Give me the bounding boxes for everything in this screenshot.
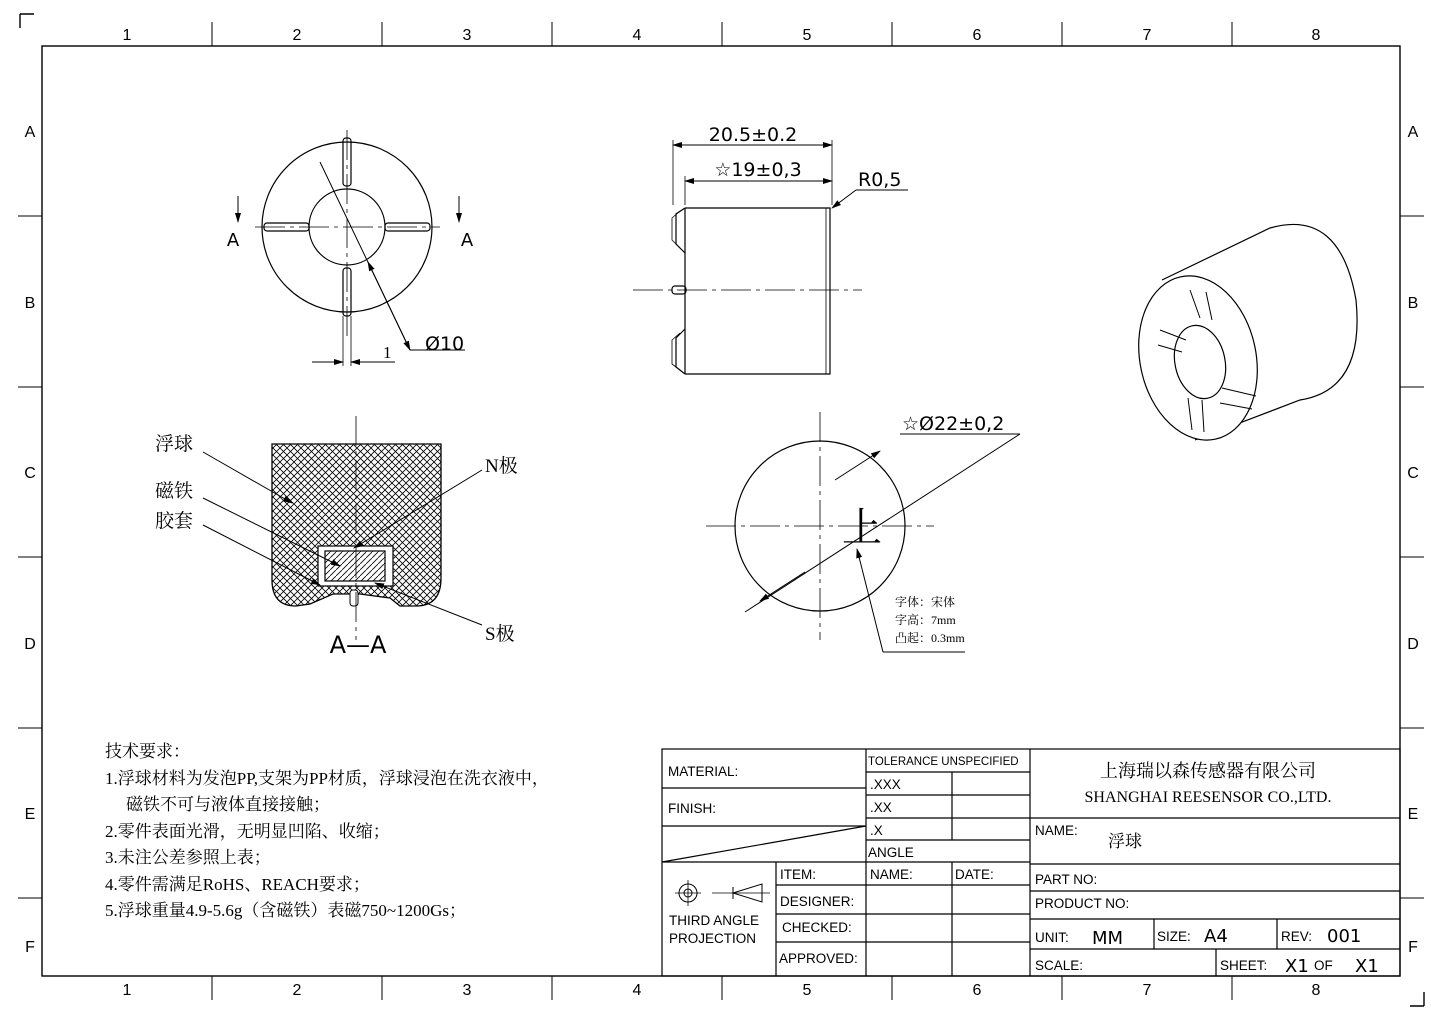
requirement-line: 1.浮球材料为发泡PP,支架为PP材质，浮球浸泡在洗衣液中， <box>105 769 549 788</box>
company-name-en: SHANGHAI REESENSOR CO.,LTD. <box>1084 789 1332 806</box>
row-label-left: C <box>24 465 36 482</box>
company-name-cn: 上海瑞以森传感器有限公司 <box>1100 761 1316 781</box>
rev-value: 001 <box>1327 926 1362 947</box>
float-label: 浮球 <box>155 434 194 455</box>
item-label: ITEM: <box>780 867 816 882</box>
name-column-label: NAME: <box>870 867 913 882</box>
tolerance-x: .X <box>870 823 883 838</box>
row-label-right: A <box>1407 124 1419 141</box>
requirements-heading: 技术要求： <box>105 742 190 761</box>
col-label-bottom: 2 <box>292 982 302 999</box>
col-label-bottom: 3 <box>462 982 472 999</box>
unit-label: UNIT: <box>1035 930 1069 945</box>
unit-value: MM <box>1092 928 1124 949</box>
row-label-left: F <box>25 939 35 956</box>
embossed-mark: 上 <box>842 505 882 550</box>
projection-line-1: THIRD ANGLE <box>669 913 760 928</box>
of-label: OF <box>1314 958 1333 973</box>
approved-label: APPROVED: <box>779 951 858 966</box>
top-view <box>238 130 465 366</box>
requirement-line: 4.零件需满足RoHS、REACH要求； <box>105 875 370 894</box>
width-20-5-label: 20.5±0.2 <box>708 124 798 146</box>
sheet-value: X1 <box>1285 956 1309 977</box>
col-label-top: 2 <box>292 27 302 44</box>
col-label-top: 1 <box>122 27 132 44</box>
section-view <box>203 416 482 640</box>
part-name-value: 浮球 <box>1108 832 1142 851</box>
row-label-right: E <box>1407 806 1419 823</box>
col-label-bottom: 4 <box>632 982 642 999</box>
product-no-label: PRODUCT NO: <box>1035 896 1130 911</box>
row-label-right: B <box>1407 295 1419 312</box>
requirement-line: 3.未注公差参照上表； <box>105 848 271 867</box>
n-pole-label: N极 <box>485 456 518 477</box>
col-label-bottom: 7 <box>1142 982 1152 999</box>
col-label-top: 4 <box>632 27 642 44</box>
mark-note-raise: 凸起：0.3mm <box>895 631 965 645</box>
rib-width-label: 1 <box>383 343 392 362</box>
col-label-bottom: 6 <box>972 982 982 999</box>
mark-note-height: 字高：7mm <box>895 613 956 627</box>
projection-line-2: PROJECTION <box>669 931 757 946</box>
col-label-top: 5 <box>802 27 812 44</box>
part-no-label: PART NO: <box>1035 872 1098 887</box>
size-label: SIZE: <box>1157 929 1191 944</box>
rev-label: REV: <box>1281 929 1313 944</box>
mark-note-font: 字体：宋体 <box>895 595 956 609</box>
requirement-line: 5.浮球重量4.9-5.6g（含磁铁）表磁750~1200Gs； <box>105 901 467 920</box>
tolerance-angle: ANGLE <box>868 845 914 860</box>
row-label-left: D <box>24 636 36 653</box>
corner-mark-bottom-right <box>1410 992 1424 1006</box>
size-value: A4 <box>1204 926 1228 947</box>
row-label-left: A <box>24 124 36 141</box>
isometric-view <box>1124 224 1357 451</box>
requirement-line: 磁铁不可与液体直接接触； <box>126 795 330 814</box>
row-label-right: D <box>1407 636 1419 653</box>
diameter-10-label: Ø10 <box>425 333 465 355</box>
tolerance-xxx: .XXX <box>870 777 901 792</box>
diameter-22-label: ☆Ø22±0,2 <box>902 413 1005 435</box>
material-label: MATERIAL: <box>668 764 739 779</box>
magnet-label: 磁铁 <box>155 481 194 502</box>
width-19-label: ☆19±0,3 <box>714 159 802 181</box>
col-label-top: 8 <box>1311 27 1321 44</box>
tolerance-header: TOLERANCE UNSPECIFIED <box>868 756 1019 768</box>
sheet-total: X1 <box>1355 956 1379 977</box>
section-title: A—A <box>329 631 387 659</box>
row-label-right: C <box>1407 465 1419 482</box>
finish-label: FINISH: <box>668 801 717 816</box>
section-label-right: A <box>460 230 474 251</box>
name-label: NAME: <box>1035 823 1078 838</box>
col-label-top: 3 <box>462 27 472 44</box>
row-label-left: E <box>24 806 36 823</box>
designer-label: DESIGNER: <box>780 894 855 909</box>
s-pole-label: S极 <box>485 624 515 645</box>
col-label-bottom: 8 <box>1311 982 1321 999</box>
date-column-label: DATE: <box>955 867 994 882</box>
col-label-top: 7 <box>1142 27 1152 44</box>
col-label-bottom: 5 <box>802 982 812 999</box>
col-label-bottom: 1 <box>122 982 132 999</box>
sleeve-label: 胶套 <box>155 511 194 532</box>
corner-mark-top-left <box>20 14 34 28</box>
col-label-top: 6 <box>972 27 982 44</box>
checked-label: CHECKED: <box>782 920 852 935</box>
section-label-left: A <box>226 230 240 251</box>
radius-label: R0,5 <box>858 169 902 191</box>
tolerance-xx: .XX <box>870 800 892 815</box>
scale-label: SCALE: <box>1035 958 1084 973</box>
sheet-label: SHEET: <box>1220 958 1268 973</box>
row-label-left: B <box>24 295 36 312</box>
requirement-line: 2.零件表面光滑，无明显凹陷、收缩； <box>105 822 390 841</box>
requirements-notes <box>105 742 549 920</box>
row-label-right: F <box>1408 939 1418 956</box>
